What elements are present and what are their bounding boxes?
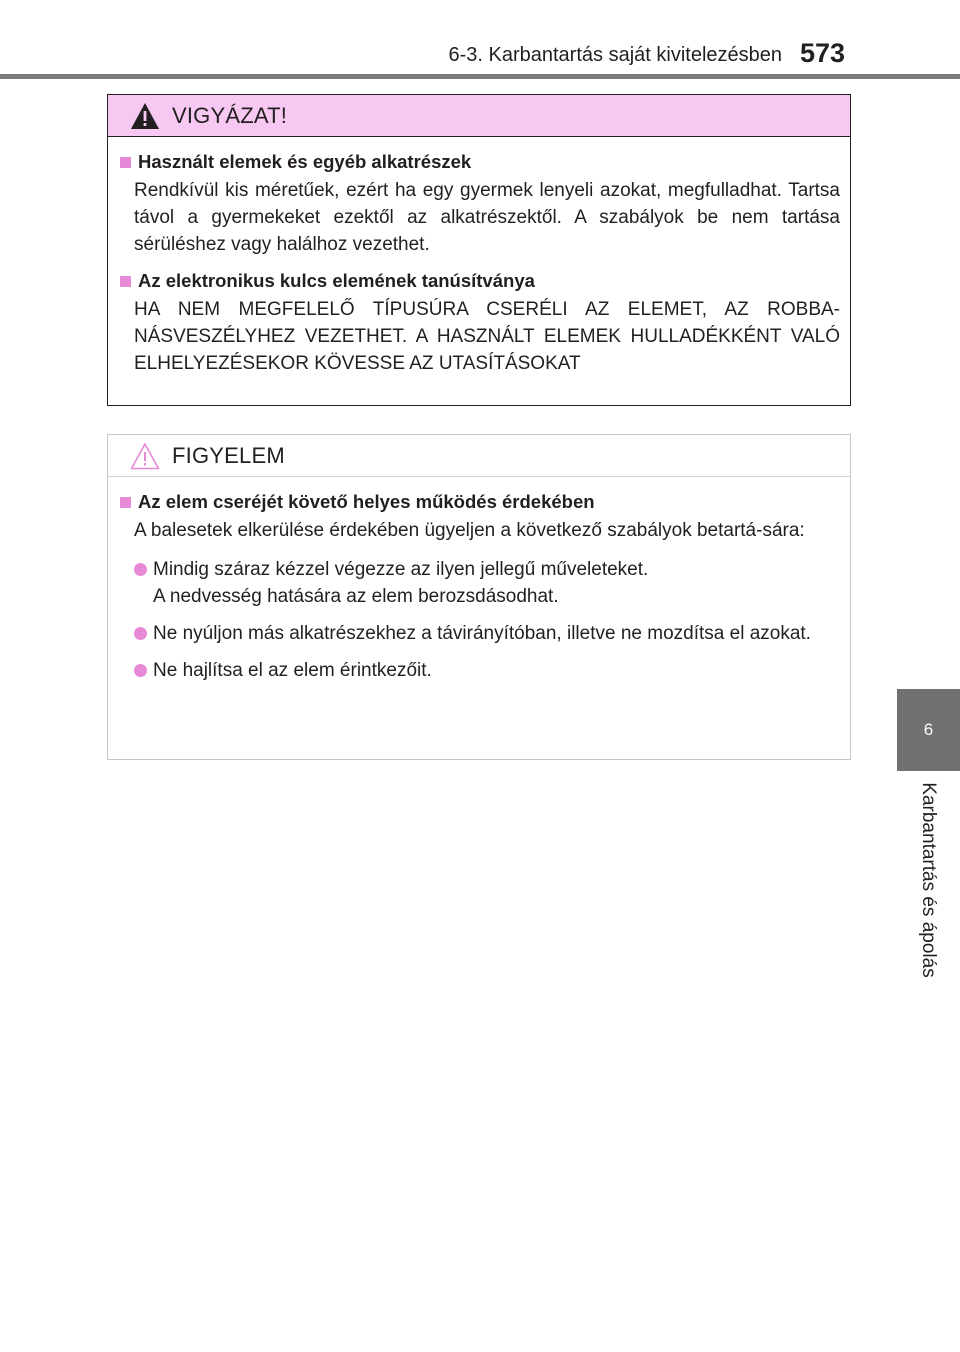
heading-text: Használt elemek és egyéb alkatrészek (138, 151, 472, 172)
warning-section-heading (118, 270, 840, 292)
list-item (134, 556, 840, 610)
heading-text: Az elem cseréjét követő helyes működés érdekében (138, 491, 595, 512)
square-bullet-icon (120, 497, 131, 508)
warning-section-text: HA NEM MEGFELELŐ TÍPUSÚRA CSERÉLI AZ ELEMET, AZ ROBBA-NÁSVESZÉLYHEZ VEZETHET. A HASZNÁLT ELEMEK HULLADÉKKÉNT VALÓ ELHELYEZÉSEKOR KÖVESSE AZ UTASÍTÁSOKAT (134, 299, 840, 374)
chapter-title: Karbantartás és ápolás (918, 782, 939, 978)
list-item-text: A nedvesség hatására az elem berozsdásodhat. (153, 586, 559, 607)
round-bullet-icon (134, 563, 147, 576)
list-item-text: Ne nyúljon más alkatrészekhez a távirányítóban, illetve ne mozdítsa el azokat. (153, 623, 811, 644)
caution-box-header (108, 435, 850, 477)
page-number: 573 (800, 38, 846, 68)
warning-section-heading (118, 151, 840, 173)
warning-triangle-outline-icon (130, 442, 160, 470)
list-item-text: Mindig száraz kézzel végezze az ilyen jellegű műveleteket. (153, 559, 649, 580)
heading-text: Az elektronikus kulcs elemének tanúsítványa (138, 270, 535, 291)
chapter-number: 6 (923, 720, 934, 739)
warning-section-text: Rendkívül kis méretűek, ezért ha egy gyermek lenyeli azokat, megfulladhat. Tartsa távol a gyermekeket ezektől az alkatrészektől. A szabályok be nem tartása sérüléshez vagy halálhoz vezethet. (134, 180, 840, 255)
caution-title: FIGYELEM (172, 442, 285, 468)
list-item (134, 620, 840, 647)
warning-triangle-filled-icon (130, 102, 160, 130)
warning-box-header (108, 95, 850, 137)
caution-box (107, 434, 851, 760)
caution-intro-text: A balesetek elkerülése érdekében ügyeljen a következő szabályok betartá-sára: (134, 520, 805, 541)
warning-title: VIGYÁZAT! (172, 102, 288, 128)
square-bullet-icon (120, 276, 131, 287)
round-bullet-icon (134, 627, 147, 640)
chapter-tab[interactable] (897, 689, 960, 771)
list-item (134, 657, 840, 684)
caution-body (108, 477, 850, 684)
header-rule (0, 74, 960, 79)
square-bullet-icon (120, 157, 131, 168)
warning-box (107, 94, 851, 406)
list-item-text: Ne hajlítsa el az elem érintkezőit. (153, 660, 432, 681)
section-title: 6-3. Karbantartás saját kivitelezésben (448, 44, 782, 66)
round-bullet-icon (134, 664, 147, 677)
warning-body (108, 137, 850, 377)
caution-section-heading (118, 491, 840, 513)
